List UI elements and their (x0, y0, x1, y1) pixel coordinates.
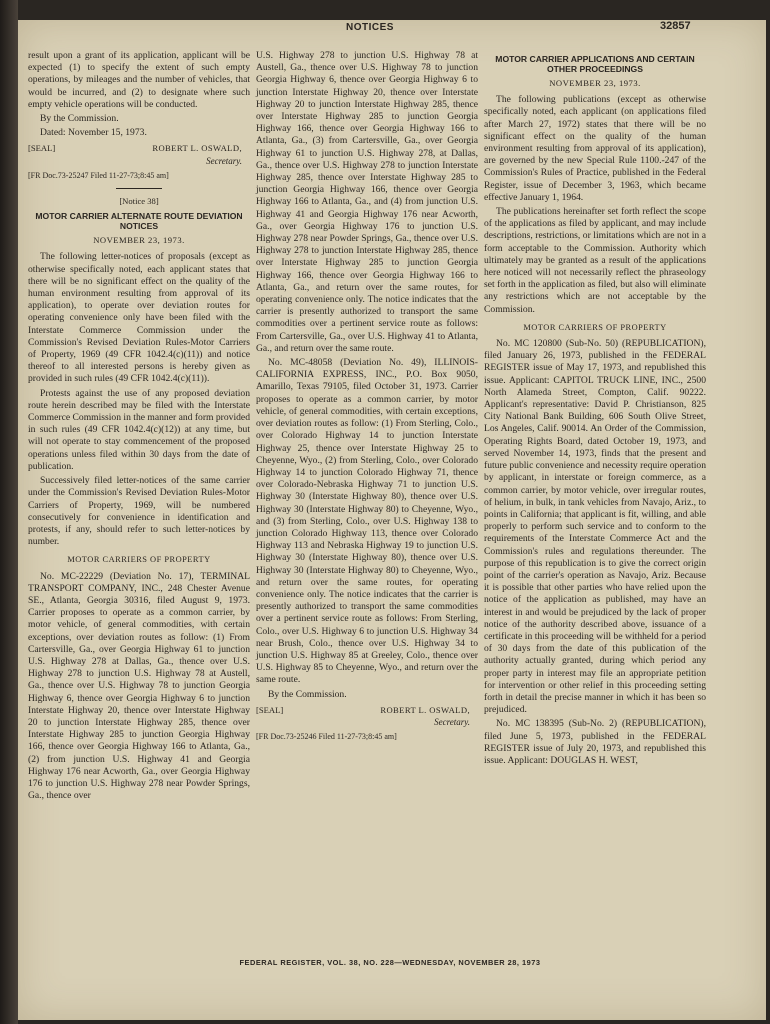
intro-paragraph: result upon a grant of its application, applicant will be expected (1) to specify the extent of such empty operations, by mileages and the number of vehicles, that would be incurred, and (2) to designate where such empty vehicle operations will be conducted. (28, 50, 250, 110)
by-commission: By the Commission. (40, 113, 119, 125)
fr-doc-filed: [FR Doc.73-25247 Filed 11-27-73;8:45 am] (28, 170, 169, 180)
paragraph: Successively filed letter-notices of the same carrier under the Commission's Revised Deviation Rules-Motor Carriers of Property, 1969, will be numbered consecutively for convenience in identification and protests, if any, should refer to such letter-notices by number. (28, 475, 250, 548)
seal-label: [SEAL] (28, 143, 56, 154)
paragraph: No. MC-48058 (Deviation No. 49), ILLINOIS-CALIFORNIA EXPRESS, INC., P.O. Box 9050, Amarillo, Texas 79105, filed October 31, 1973. Carrier proposes to operate as a common carrier, by motor vehicle, of general commodities, with certain exceptions, over deviation routes as follow: (1) From Sterling, Colo., over Colorado Highway 14 to junction Interstate Highway 25, thence over Interstate Highway 25 to Cheyenne, Wyo., (2) from Sterling, Colo., over Colorado Highway 14 to junction Colorado Highway 71, thence over Colorado-Nebraska Highway 71 to junction U.S. Highway 30 (Interstate Highway 80), thence over U.S. Highway 30 (Interstate Highway 80) to Cheyenne, Wyo., and (3) from Sterling, Colo., over U.S. Highway 138 to junction Colorado Highway 113, thence over Colorado Highway 113 and Nebraska Highway 19 to junction U.S. Highway 30 (Interstate Highway 80), thence over U.S. Highway 30 (Interstate Highway 80) to Cheyenne, Wyo., and return over the same routes, for operating convenience only. The notice indicates that the carrier is presently authorized to transport the same commodities over a pertinent service route as follows: From Sterling, Colo., over U.S. Highway 6 to junction U.S. Highway 34 near Brush, Colo., thence over U.S. Highway 34 to junction U.S. Highway 85 at Greeley, Colo., thence over U.S. Highway 85 to Cheyenne, Wyo., and return over the same route. (256, 357, 478, 686)
paragraph: The following letter-notices of proposals (except as otherwise specifically noted, each applicant states that there will be no significant effect on the quality of the human environment resulting from approval of its application), to operate over deviation routes for operating convenience only have been filed with the Interstate Commerce Commission under the Commission's Revised Deviation Rules-Motor Carriers of Property, 1969 (49 CFR 1042.4(c)(11)) and notice thereof to all interested persons is hereby given as provided in such rules (49 CFR 1042.4(c)(11)). (28, 251, 250, 385)
section-heading: MOTOR CARRIER ALTERNATE ROUTE DEVIATION NOTICES (35, 211, 243, 232)
paragraph: The publications hereinafter set forth reflect the scope of the applications as filed by applicant, and may include descriptions, restrictions, or limitations which are not in a form acceptable to the Commission. Authority which ultimately may be granted as a result of the applications here noticed will not necessarily reflect the phraseology set forth in the application as filed, but also will eliminate any restrictions which are not acceptable by the Commission. (484, 206, 706, 315)
page-section-title: NOTICES (346, 22, 394, 33)
page-footer: FEDERAL REGISTER, VOL. 38, NO. 228—WEDNESDAY, NOVEMBER 28, 1973 (239, 958, 541, 967)
signer-name: ROBERT L. OSWALD, (380, 704, 470, 715)
subheading: MOTOR CARRIERS OF PROPERTY (67, 555, 211, 565)
paragraph: Protests against the use of any proposed deviation route herein described may be filed with the Interstate Commerce Commission in the manner and form provided in such rules (49 CFR 1042.4(c)(12)) at any time, but will not operate to stay commencement of the proposed operations unless filed within 30 days from the date of publication. (28, 387, 250, 472)
section-date: NOVEMBER 23, 1973. (549, 78, 641, 88)
column-1 (28, 50, 250, 804)
paragraph: U.S. Highway 278 to junction U.S. Highway 78 at Austell, Ga., thence over U.S. Highway 78 to junction Georgia Highway 6, thence over Georgia Highway 6 to junction Interstate Highway 20, thence over Interstate Highway 20 to junction Interstate Highway 285, thence over Interstate Highway 285 to junction Georgia Highway 166, thence over Georgia Highway 166 to Atlanta, Ga., (3) from Cartersville, Ga., over Georgia Highway 61 to junction U.S. Highway 278, at Dallas, Ga., thence over U.S. Highway 278 to junction Interstate Highway 285, thence over Interstate Highway 285 to junction Georgia Highway 166, thence over Georgia Highway 166 to Atlanta, Ga., and (4) from junction U.S. Highway 41 and Georgia Highway 176 near Acworth, Ga., over Georgia Highway 176 to junction U.S. Highway 278 near Powder Springs, Ga., thence over U.S. Highway 278 to junction Interstate Highway 285, thence over Interstate Highway 285 to junction Georgia Highway 166, thence over Georgia Highway 166 to Atlanta, Ga., and return over the same routes, for operating convenience only. The notice indicates that the carrier is presently authorized to transport the same commodities over a pertinent service route as follows: From Cartersville, Ga., over U.S. Highway 41 to Atlanta, Ga., and return over the same route. (256, 50, 478, 354)
page-number: 32857 (660, 20, 691, 32)
signer-title: Secretary. (206, 155, 242, 166)
signer-title: Secretary. (434, 716, 470, 727)
signer-name: ROBERT L. OSWALD, (152, 143, 242, 154)
notice-number: [Notice 38] (119, 196, 159, 207)
column-2 (256, 50, 478, 746)
signature-row (28, 142, 250, 154)
scan-edge (0, 0, 18, 1024)
seal-label: [SEAL] (256, 704, 284, 715)
paragraph: The following publications (except as otherwise specifically noted, each applicant (on applications filed after March 27, 1972) states that there will be no significant effect on the quality of the human environment resulting from approval of its application), are governed by the new Special Rule 1100.-247 of the Commission's Rules of Practice, published in the Federal Register, issue of December 3, 1963, which became effective January 1, 1964. (484, 94, 706, 203)
column-3 (484, 50, 706, 769)
paragraph: No. MC-22229 (Deviation No. 17), TERMINAL TRANSPORT COMPANY, INC., 248 Chester Avenue SE., Atlanta, Georgia 30316, filed August 9, 1973. Carrier proposes to operate as a common carrier, by motor vehicle, of general commodities, with certain exceptions, over deviation routes as follow: (1) From Cartersville, Ga., over Georgia Highway 61 to junction U.S. Highway 278 at Dallas, Ga., thence over U.S. Highway 278 to junction U.S. Highway 78 at Austell, Ga., thence over U.S. Highway 78 to junction Georgia Highway 6, thence over Georgia Highway 6 to junction Interstate Highway 20, thence over Interstate Highway 20 to junction Interstate Highway 285, thence over Interstate Highway 285 to junction Georgia Highway 166, thence over Georgia Highway 166 to Atlanta, Ga., (2) from junction U.S. Highway 41 and Georgia Highway 176 near Acworth, Ga., over Georgia Highway 176 to junction U.S. Highway 278 near Powder Springs, Ga., thence over (28, 570, 250, 802)
section-date: NOVEMBER 23, 1973. (93, 235, 185, 246)
by-commission: By the Commission. (268, 688, 347, 700)
dated-line: Dated: November 15, 1973. (40, 127, 147, 139)
divider (116, 188, 162, 189)
paragraph: No. MC 138395 (Sub-No. 2) (REPUBLICATION), filed June 5, 1973, published in the FEDERAL REGISTER issue of July 20, 1973, and republished this issue. Applicant: DOUGLAS H. WEST, (484, 718, 706, 766)
section-heading: MOTOR CARRIER APPLICATIONS AND CERTAIN OTHER PROCEEDINGS (495, 54, 695, 74)
signature-row (256, 704, 478, 716)
paragraph: No. MC 120800 (Sub-No. 50) (REPUBLICATION), filed January 26, 1973, published in the FEDERAL REGISTER issue of May 17, 1973, and republished this issue. Applicant: CAPITOL TRUCK LINE, INC., 2500 North Alameda Street, Compton, Calif. 90222. Applicant's representative: David P. Christianson, 825 City National Bank Building, 606 South Olive Street, Los Angeles, Calif. 90014. An Order of the Commission, Operating Rights Board, dated October 19, 1973, and served November 14, 1973, finds that the present and future public convenience and necessity require operation by applicant, in interstate or foreign commerce, as a common carrier, by motor vehicle, over irregular routes, of helium, in bulk, in tank vehicles from Navajo, Ariz., to points in California; that applicant is fit, willing, and able properly to perform such service and to conform to the requirements of the Interstate Commerce Act and the Commission's rules and regulations thereunder. The purpose of this republication is to give the correct origin point of the carrier's operation as Navajo, Ariz. Because it is possible that other parties who have relied upon the notice of the application as published, may have an interest in and would be prejudiced by the lack of proper notice of the authority described above, issuance of a certificate in this proceeding will be withheld for a period of 30 days from the date of this publication of the authority actually granted, during which period any proper party in interest may file an appropriate petition for intervention or other relief in this proceeding setting forth in detail the precise manner in which it has been so prejudiced. (484, 338, 706, 716)
subheading: MOTOR CARRIERS OF PROPERTY (523, 322, 667, 332)
fr-doc-filed: [FR Doc.73-25246 Filed 11-27-73;8:45 am] (256, 732, 397, 742)
